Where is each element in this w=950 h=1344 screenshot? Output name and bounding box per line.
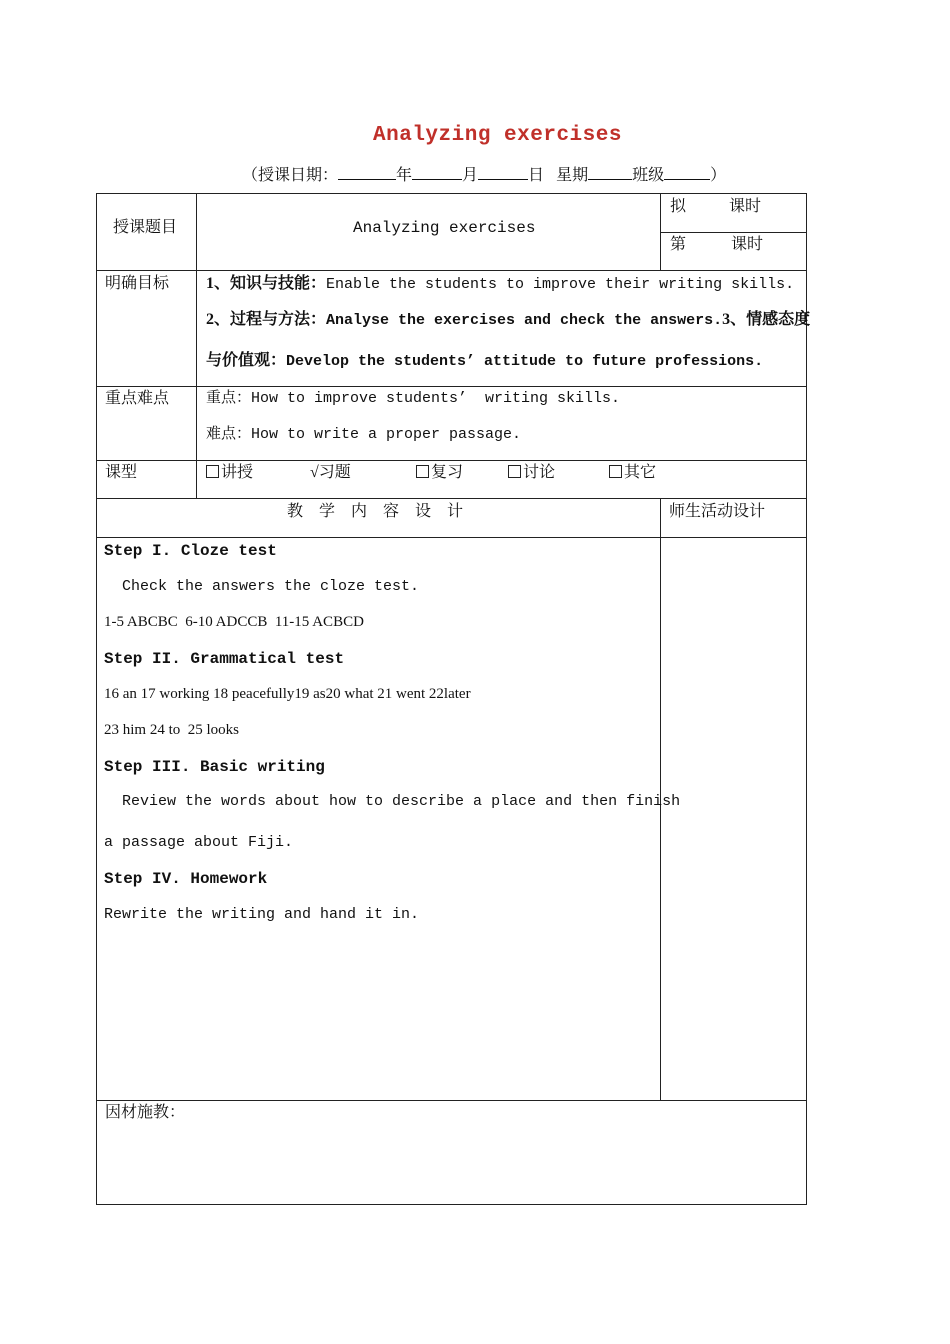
lesson-type-other — [609, 463, 656, 483]
date-day: 日 — [528, 167, 545, 184]
key-point: 重点：How to improve students’ writing skills. — [206, 390, 621, 407]
step-4-line: Rewrite the writing and hand it in. — [104, 906, 420, 923]
checkbox-icon — [508, 465, 521, 478]
option-label: 其它 — [624, 464, 657, 481]
grid-line — [96, 386, 807, 387]
objective-3-text: Develop the students’ attitude to future professions. — [286, 353, 764, 370]
lesson-no-prefix: 第 — [670, 236, 687, 253]
adaptive-teaching-label: 因材施教： — [105, 1104, 186, 1121]
checkbox-icon — [416, 465, 429, 478]
option-label: 复习 — [431, 464, 464, 481]
objective-3 — [206, 351, 763, 372]
month-blank — [412, 165, 462, 180]
checkbox-icon — [609, 465, 622, 478]
date-month: 月 — [462, 167, 479, 184]
lesson-type-lecture — [206, 463, 253, 483]
lesson-type-discussion — [508, 463, 555, 483]
option-label: 讲授 — [221, 464, 254, 481]
checkbox-icon — [206, 465, 219, 478]
option-label: 讨论 — [523, 464, 556, 481]
grid-line — [96, 537, 807, 538]
grid-line — [96, 460, 807, 461]
date-year: 年 — [396, 167, 413, 184]
objective-1 — [206, 274, 794, 295]
step-2-answers-a: 16 an 17 working 18 peacefully19 as20 what 21 went 22later — [104, 686, 471, 702]
grid-line — [96, 498, 807, 499]
key-points-label: 重点难点 — [105, 390, 170, 407]
date-open: （授课日期： — [242, 167, 339, 184]
day-blank — [478, 165, 528, 180]
objective-2 — [206, 310, 810, 331]
date-blank — [338, 165, 396, 180]
topic-label: 授课题目 — [113, 219, 178, 236]
step-3-line-b: a passage about Fiji. — [104, 834, 294, 851]
grid-line — [660, 232, 806, 233]
date-line — [242, 162, 726, 185]
lesson-type-review — [416, 463, 463, 483]
date-week: 星期 — [556, 167, 589, 184]
checkmark-icon: √ — [310, 464, 319, 481]
topic-value: Analyzing exercises — [353, 219, 536, 237]
step-3-title: Step III. Basic writing — [104, 758, 325, 776]
lesson-no-suffix: 课时 — [731, 236, 764, 253]
grid-line — [660, 193, 661, 271]
difficult-point: 难点：How to write a proper passage. — [206, 426, 522, 443]
step-2-answers-b: 23 him 24 to 25 looks — [104, 722, 240, 738]
planned-hours-suffix: 课时 — [729, 198, 762, 215]
planned-hours-prefix: 拟 — [670, 198, 687, 215]
objective-3-label: 3、情感态度 — [722, 311, 811, 328]
lesson-type-exercise — [310, 463, 351, 483]
step-1-line: Check the answers the cloze test. — [104, 578, 420, 595]
objectives-label: 明确目标 — [105, 275, 170, 292]
date-class: 班级 — [632, 167, 665, 184]
option-label: 习题 — [318, 464, 351, 481]
class-blank — [664, 165, 710, 180]
step-2-title: Step II. Grammatical test — [104, 650, 345, 668]
activity-design-header: 师生活动设计 — [669, 503, 766, 520]
objective-1-label: 1、知识与技能： — [206, 275, 327, 292]
grid-line — [196, 193, 197, 499]
objective-3-label-cont: 与价值观： — [206, 352, 287, 369]
grid-line — [96, 1100, 807, 1101]
objective-2-label: 2、过程与方法： — [206, 311, 327, 328]
week-blank — [588, 165, 632, 180]
step-1-answers: 1-5 ABCBC 6-10 ADCCB 11-15 ACBCD — [104, 614, 364, 630]
lesson-type-label: 课型 — [105, 464, 138, 481]
document-title: Analyzing exercises — [373, 124, 622, 147]
date-close: ） — [710, 167, 727, 184]
step-4-title: Step IV. Homework — [104, 870, 268, 888]
objective-2-text: Analyse the exercises and check the answers. — [326, 312, 723, 329]
step-1-title: Step I. Cloze test — [104, 542, 277, 560]
step-3-line-a: Review the words about how to describe a place and then finish — [104, 793, 681, 810]
content-design-header: 教 学 内 容 设 计 — [287, 503, 464, 520]
objective-1-text: Enable the students to improve their writing skills. — [326, 276, 795, 293]
grid-line — [96, 270, 807, 271]
